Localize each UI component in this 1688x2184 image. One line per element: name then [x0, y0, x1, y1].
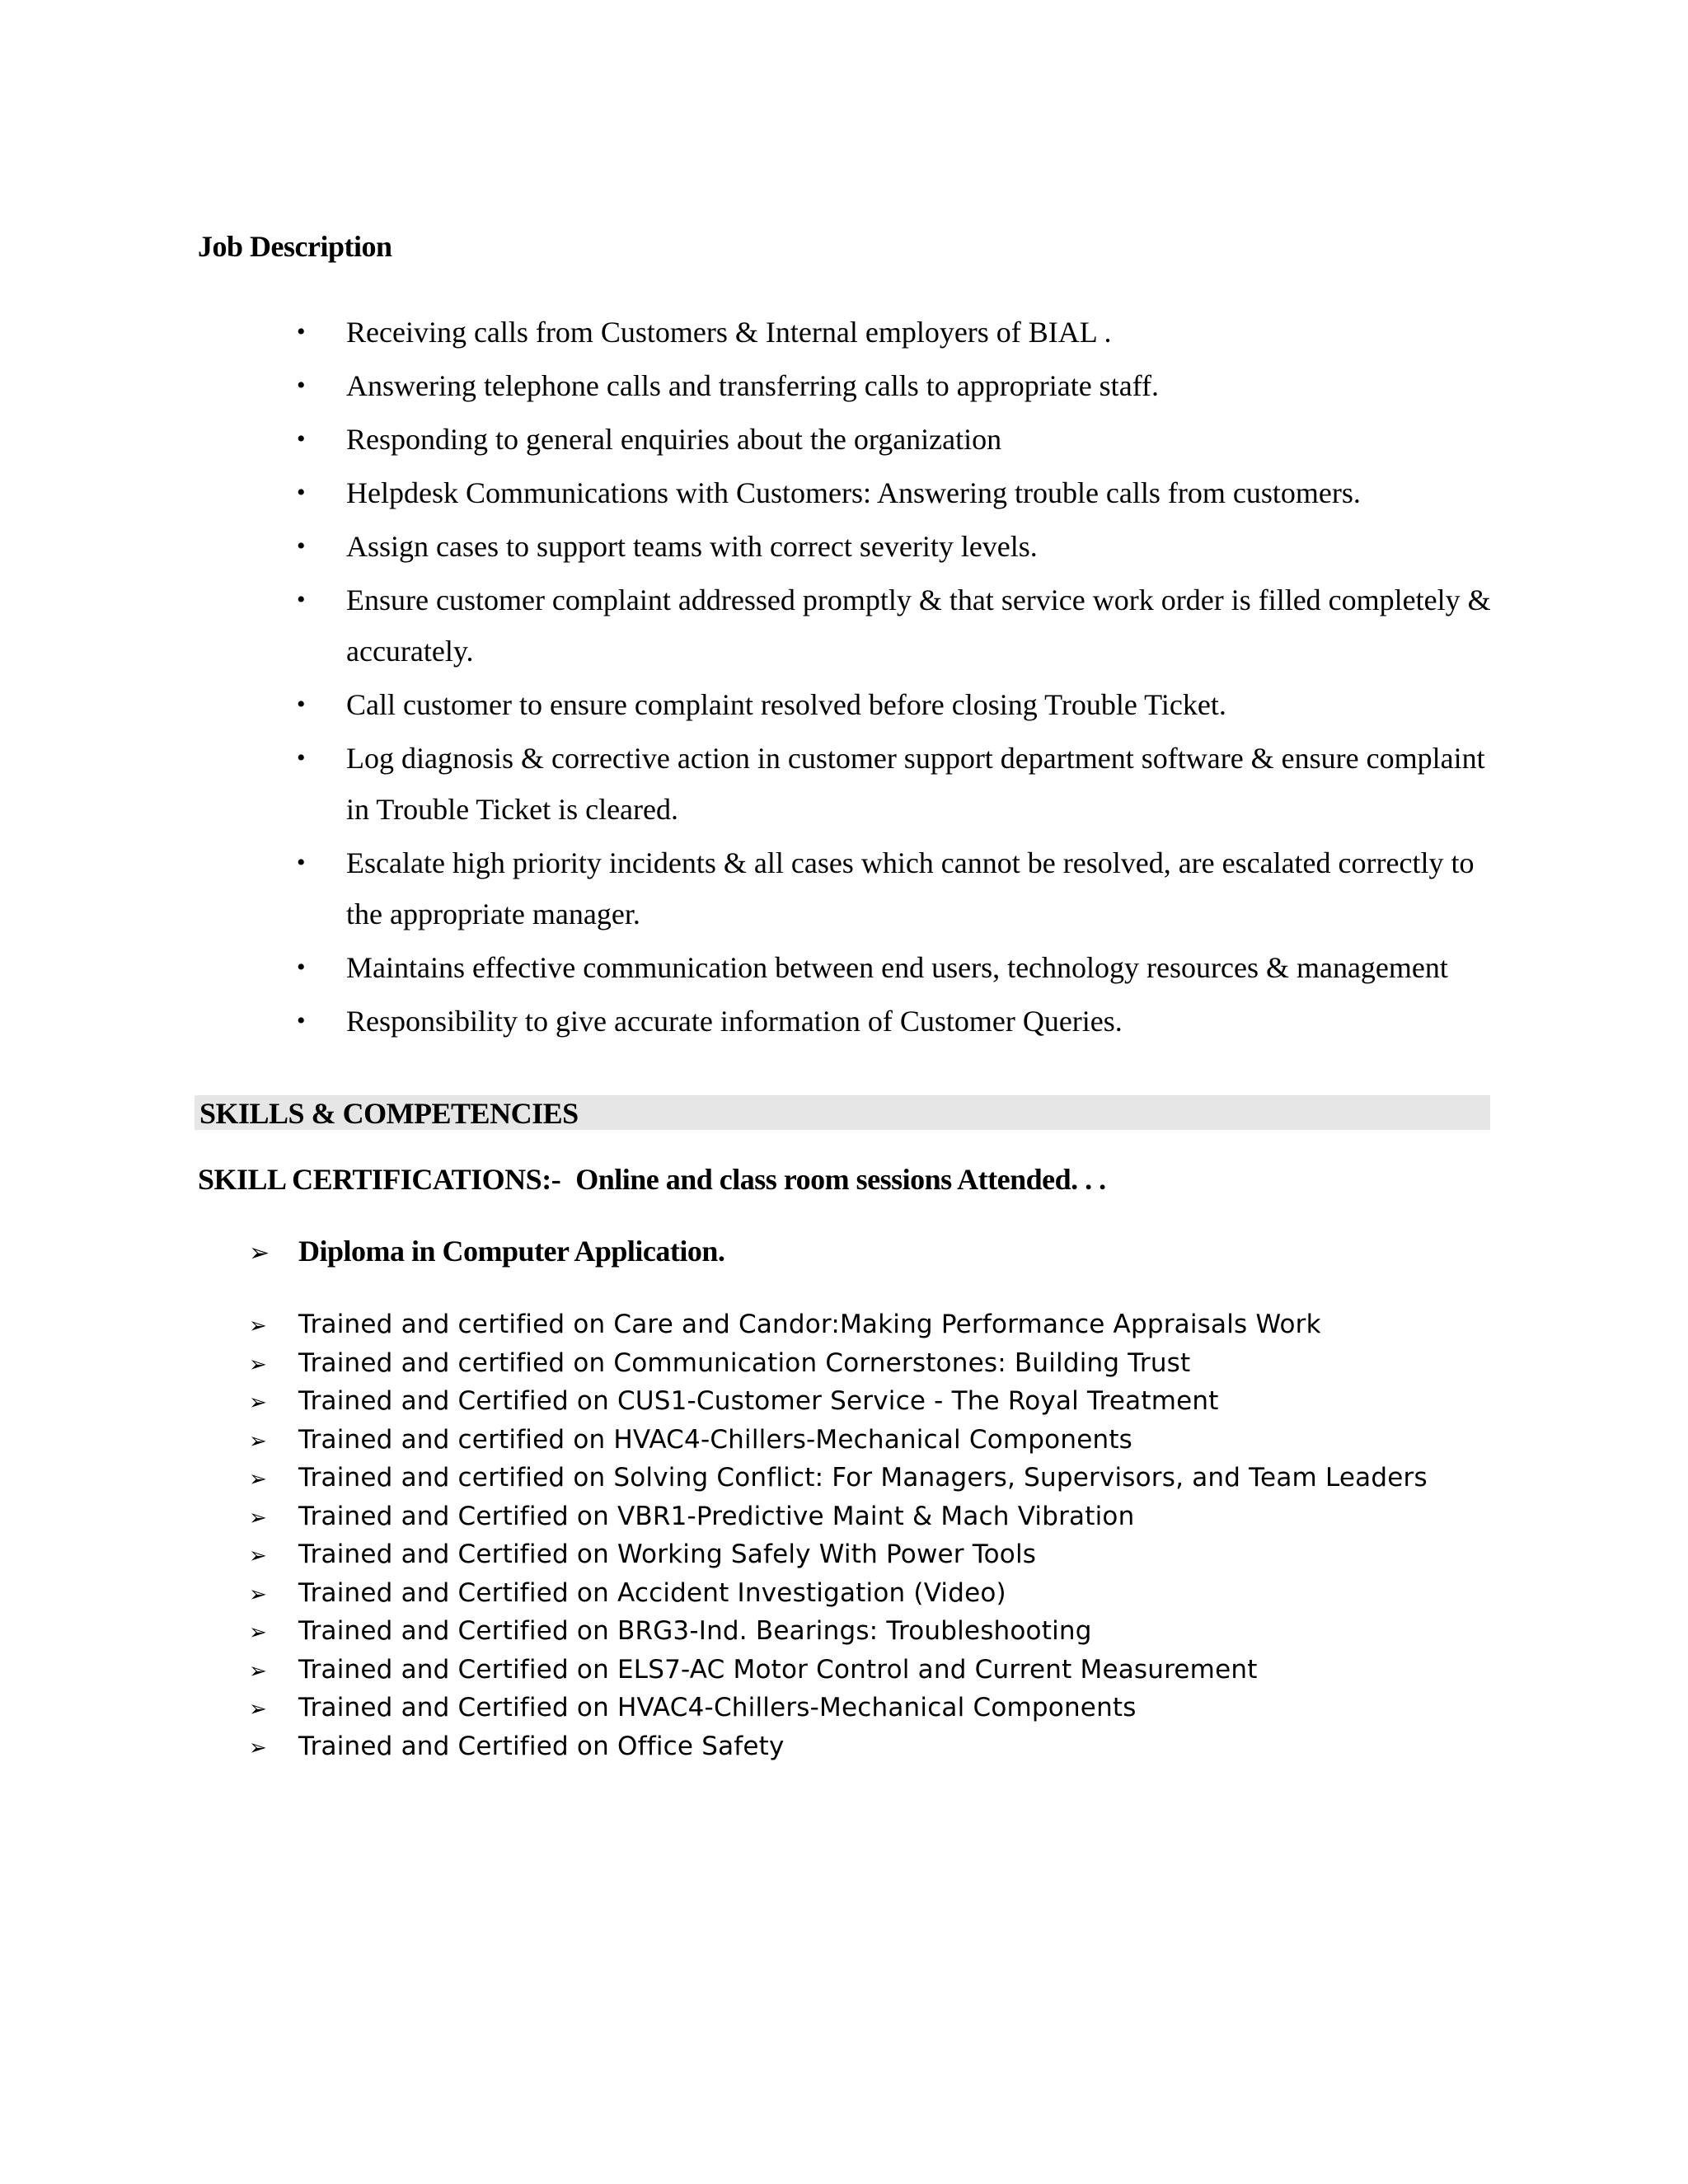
bullet-icon: •: [297, 586, 306, 613]
duty-text: Assign cases to support teams with correct severity levels.: [346, 530, 1038, 563]
list-item: [297, 414, 1492, 465]
duty-text: Call customer to ensure complaint resolved before closing Trouble Ticket.: [346, 688, 1226, 721]
list-item: [249, 1652, 1428, 1690]
certification-text: Trained and Certified on HVAC4-Chillers-Mechanical Components: [298, 1693, 1137, 1722]
certifications-heading-label: SKILL CERTIFICATIONS:-: [198, 1163, 561, 1196]
list-item: [297, 521, 1492, 572]
duty-text: Responsibility to give accurate information of Customer Queries.: [346, 1005, 1123, 1038]
list-item: [297, 467, 1492, 518]
diploma-item: [249, 1234, 724, 1268]
certification-text: Trained and Certified on Working Safely With Power Tools: [298, 1540, 1037, 1569]
duty-text: Log diagnosis & corrective action in customer support department software & ensure complaint in Trouble Ticket is cleared.: [346, 742, 1485, 826]
list-item: [249, 1345, 1428, 1384]
arrow-bullet-icon: ➢: [249, 1620, 267, 1645]
job-description-heading: Job Description: [198, 230, 392, 263]
list-item: [297, 679, 1492, 730]
list-item: [297, 996, 1492, 1047]
list-item: [249, 1613, 1428, 1652]
skills-section-band: [195, 1095, 1490, 1130]
certification-text: Trained and certified on Care and Candor:Making Performance Appraisals Work: [298, 1310, 1321, 1339]
bullet-icon: •: [297, 1007, 306, 1034]
bullet-icon: •: [297, 479, 306, 506]
list-item: [249, 1422, 1428, 1460]
certifications-heading-note: Online and class room sessions Attended. . .: [575, 1163, 1106, 1196]
certification-text: Trained and Certified on Accident Investigation (Video): [298, 1577, 1006, 1608]
arrow-bullet-icon: ➢: [249, 1697, 267, 1722]
bullet-icon: •: [297, 318, 306, 345]
certification-text: Trained and certified on Communication Cornerstones: Building Trust: [298, 1347, 1191, 1378]
list-item: [297, 733, 1492, 835]
list-item: [297, 574, 1492, 677]
list-item: [249, 1383, 1428, 1422]
certification-text: Trained and Certified on BRG3-Ind. Bearings: Troubleshooting: [298, 1616, 1092, 1646]
skills-section-title: SKILLS & COMPETENCIES: [199, 1097, 579, 1130]
list-item: [249, 1575, 1428, 1614]
certifications-heading: [198, 1162, 1106, 1197]
bullet-icon: •: [297, 425, 306, 452]
arrow-bullet-icon: ➢: [249, 1658, 267, 1684]
job-duties-list: [297, 307, 1492, 1049]
certifications-list: [249, 1306, 1428, 1766]
duty-text: Maintains effective communication between end users, technology resources & management: [346, 951, 1448, 984]
diploma-text: Diploma in Computer Application.: [298, 1235, 725, 1268]
duty-text: Receiving calls from Customers & Internal employers of BIAL .: [346, 316, 1112, 349]
duty-text: Helpdesk Communications with Customers: Answering trouble calls from customers.: [346, 476, 1361, 509]
certification-text: Trained and certified on Solving Conflict: For Managers, Supervisors, and Team Leaders: [298, 1463, 1428, 1493]
bullet-icon: •: [297, 691, 306, 718]
duty-text: Answering telephone calls and transferring calls to appropriate staff.: [346, 369, 1159, 402]
list-item: [249, 1728, 1428, 1767]
arrow-bullet-icon: ➢: [249, 1582, 267, 1607]
list-item: [297, 942, 1492, 993]
list-item: [297, 307, 1492, 358]
list-item: [297, 360, 1492, 411]
bullet-icon: •: [297, 744, 306, 771]
certification-text: Trained and Certified on CUS1-Customer Service - The Royal Treatment: [298, 1386, 1219, 1416]
duty-text: Ensure customer complaint addressed promptly & that service work order is filled completely & accurately.: [346, 583, 1491, 668]
list-item: [297, 837, 1492, 940]
arrow-bullet-icon: ➢: [249, 1352, 267, 1377]
duty-text: Escalate high priority incidents & all cases which cannot be resolved, are escalated correctly to the appropriate manager.: [346, 846, 1475, 930]
bullet-icon: •: [297, 372, 306, 399]
certification-text: Trained and Certified on ELS7-AC Motor Control and Current Measurement: [298, 1654, 1258, 1685]
arrow-bullet-icon: ➢: [249, 1505, 267, 1530]
bullet-icon: •: [297, 849, 306, 876]
list-item: [249, 1536, 1428, 1575]
arrow-bullet-icon: ➢: [249, 1467, 267, 1492]
list-item: [249, 1690, 1428, 1728]
bullet-icon: •: [297, 954, 306, 981]
arrow-bullet-icon: ➢: [249, 1390, 267, 1415]
certification-text: Trained and Certified on Office Safety: [298, 1731, 785, 1761]
bullet-icon: •: [297, 532, 306, 560]
list-item: [249, 1460, 1428, 1498]
certification-text: Trained and certified on HVAC4-Chillers-Mechanical Components: [298, 1424, 1133, 1455]
list-item: [249, 1306, 1428, 1345]
arrow-bullet-icon: ➢: [249, 1735, 267, 1760]
arrow-bullet-icon: ➢: [249, 1239, 270, 1268]
arrow-bullet-icon: ➢: [249, 1314, 267, 1338]
duty-text: Responding to general enquiries about the organization: [346, 423, 1002, 456]
arrow-bullet-icon: ➢: [249, 1544, 267, 1568]
certification-text: Trained and Certified on VBR1-Predictive Maint & Mach Vibration: [298, 1501, 1135, 1531]
arrow-bullet-icon: ➢: [249, 1428, 267, 1454]
list-item: [249, 1498, 1428, 1537]
